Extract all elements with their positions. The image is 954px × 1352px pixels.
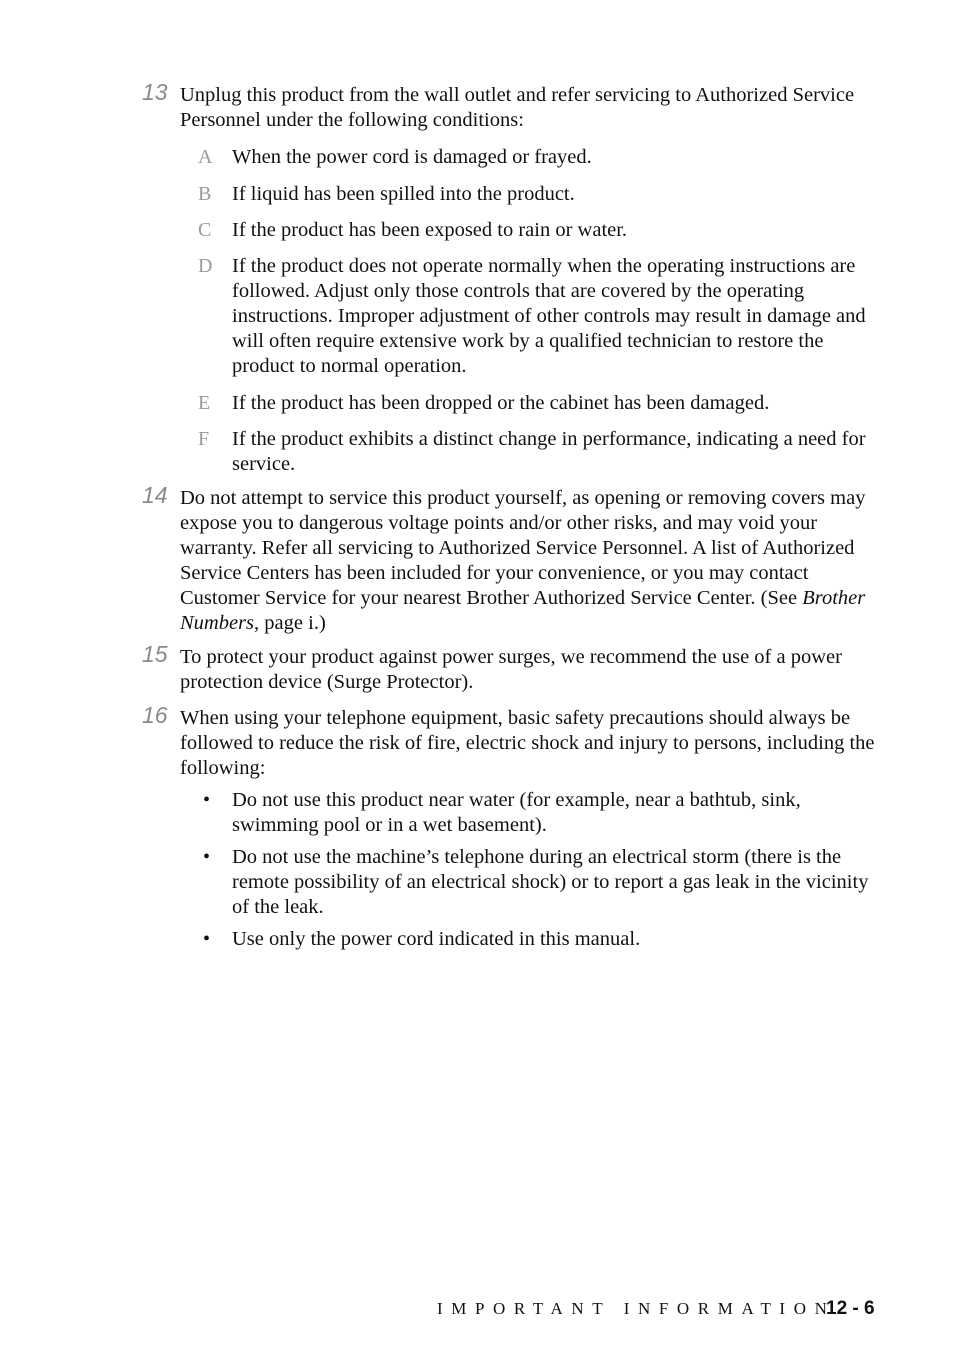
- bullet-icon: •: [203, 846, 211, 868]
- item-letter: B: [198, 183, 212, 205]
- step-text-part: Do not attempt to service this product yourself, as opening or removing covers may expose you to dangerous voltage points and/or other risks, and may void your warranty. Refer all servicing to Authorized Service Personnel. A list of Authorized Service Centers has been included for your convenience, or you may contact Customer Service for your nearest Brother Authorized Service Center. (See: [180, 487, 866, 609]
- item-letter: E: [198, 392, 211, 414]
- item-text: If the product has been dropped or the cabinet has been damaged.: [232, 392, 770, 414]
- item-text: If the product does not operate normally when the operating instructions are followed. Adjust only those controls that are covered by the operating instructions. Improper adjustment of other controls may result in damage and will often require extensive work by a qualified technician to restore the product to normal operation.: [232, 255, 866, 377]
- bullet-icon: •: [203, 928, 211, 950]
- item-letter: C: [198, 219, 212, 241]
- step-number: 13: [142, 79, 168, 105]
- step-14: [142, 482, 882, 636]
- precaution-bullet-2: [203, 845, 883, 920]
- step-13: [142, 79, 882, 133]
- condition-item-e: [198, 391, 882, 416]
- step-text: To protect your product against power surges, we recommend the use of a power protection device (Surge Protector).: [180, 646, 842, 693]
- precaution-bullet-1: [203, 788, 883, 838]
- item-text: If the product has been exposed to rain or water.: [232, 219, 628, 241]
- step-number: 14: [142, 482, 168, 508]
- step-text-part: , page i.): [254, 612, 326, 634]
- footer-section-title: IMPORTANT INFORMATION: [437, 1299, 836, 1318]
- brother-numbers-reference: Brother Numbers: [180, 587, 866, 634]
- step-text: Unplug this product from the wall outlet and refer servicing to Authorized Service Personnel under the following conditions:: [180, 84, 855, 131]
- step-number: 16: [142, 702, 168, 728]
- bullet-text: Use only the power cord indicated in this manual.: [232, 928, 641, 950]
- condition-item-b: [198, 182, 882, 207]
- step-15: [142, 641, 882, 695]
- step-number: 15: [142, 641, 168, 667]
- item-text: If the product exhibits a distinct change in performance, indicating a need for service.: [232, 428, 866, 475]
- bullet-icon: •: [203, 789, 211, 811]
- condition-item-f: [198, 427, 882, 477]
- step-text: When using your telephone equipment, basic safety precautions should always be followed to reduce the risk of fire, electric shock and injury to persons, including the following:: [180, 707, 875, 779]
- step-text: [180, 486, 875, 636]
- item-letter: A: [198, 146, 213, 168]
- precaution-bullet-3: [203, 927, 883, 952]
- item-letter: D: [198, 255, 213, 277]
- item-text: If liquid has been spilled into the product.: [232, 183, 575, 205]
- condition-item-d: [198, 254, 882, 379]
- condition-item-a: [198, 145, 882, 170]
- item-letter: F: [198, 428, 210, 450]
- item-text: When the power cord is damaged or frayed.: [232, 146, 592, 168]
- bullet-text: Do not use the machine’s telephone during an electrical storm (there is the remote possibility of an electrical shock) or to report a gas leak in the vicinity of the leak.: [232, 846, 869, 918]
- step-16: [142, 702, 882, 781]
- footer-page-number: 12 - 6: [826, 1298, 875, 1319]
- condition-item-c: [198, 218, 882, 243]
- bullet-text: Do not use this product near water (for example, near a bathtub, sink, swimming pool or in a wet basement).: [232, 789, 801, 836]
